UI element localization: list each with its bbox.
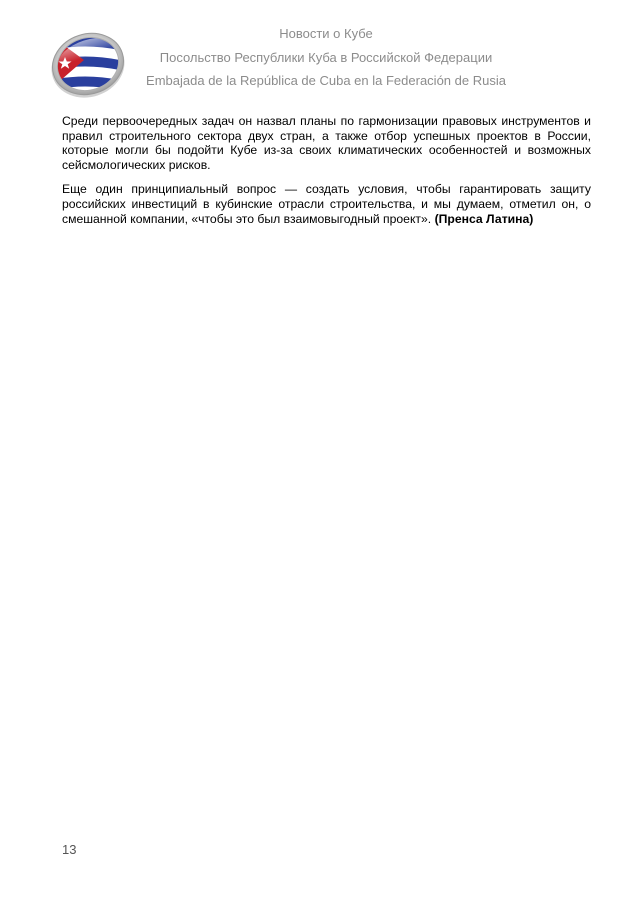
article-body [62, 114, 591, 236]
embassy-name-ru: Посольство Республики Куба в Российской Федерации [159, 50, 493, 65]
article-source: (Пренса Латина) [434, 211, 534, 226]
article-paragraph-text: Еще один принципиальный вопрос — создать условия, чтобы гарантировать защиту российских инвестиций в кубинские отрасли строительства, и мы думаем, отметил он, о смешанной компании, «чтобы это был взаимовыгодный проект». [62, 182, 591, 226]
page-number: 13 [62, 842, 77, 857]
article-paragraph [62, 182, 591, 226]
article-paragraph: Среди первоочередных задач он назвал планы по гармонизации правовых инструментов и правил строительного сектора двух стран, а также отбор успешных проектов в России, которые могли бы подойти Кубе из-за своих климатических особенностей и возможных сейсмологических рисков. [62, 114, 591, 172]
embassy-name-es: Embajada de la República de Cuba en la Federación de Rusia [146, 73, 506, 88]
header-title: Новости о Кубе [279, 26, 373, 41]
page-header [0, 0, 636, 100]
